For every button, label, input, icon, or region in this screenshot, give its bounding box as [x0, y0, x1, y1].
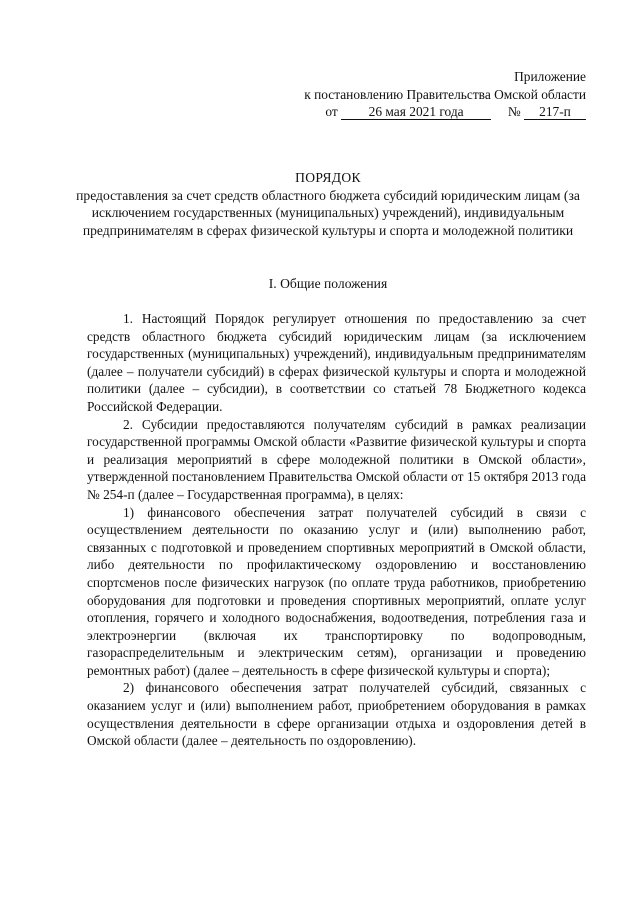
- appendix-date-number-line: [304, 103, 586, 121]
- document-title: [70, 169, 586, 239]
- appendix-title: Приложение: [514, 69, 586, 84]
- paragraph: 2. Субсидии предоставляются получателям субсидий в рамках реализации государственной программы Омской области «Развитие физической культуры и спорта и реализация мероприятий в сфере молодежной политики в Омской области», утвержденной постановлением Правительства Омской области от 15 октября 2013 года № 254-п (далее – Государственная программа), в целях:: [87, 416, 586, 502]
- resolution-date: 26 мая 2021 года: [341, 105, 491, 120]
- appendix-resolution-ref: к постановлению Правительства Омской области: [304, 86, 586, 102]
- appendix-block: [304, 68, 586, 121]
- document-body: [87, 310, 586, 750]
- resolution-number: 217-п: [524, 105, 586, 120]
- paragraph: 1. Настоящий Порядок регулирует отношения по предоставлению за счет средств областного бюджета субсидий юридическим лицам (за исключением государственных (муниципальных) учреждений), индивидуальным предпринимателям (далее – получатели субсидий) в сферах физической культуры и спорта и молодежной политики (далее – субсидии), в соответствии со статьей 78 Бюджетного кодекса Российской Федерации.: [87, 311, 586, 414]
- paragraph: 1) финансового обеспечения затрат получателей субсидий в связи с осуществлением деятельности по оказанию услуг и (или) выполнению работ, связанных с подготовкой и проведением спортивных мероприятий в Омской области, либо деятельности по профилактическому оздоровлению и восстановлению спортсменов после физических нагрузок (по оплате труда работников, приобретению оборудования для подготовки и проведения спортивных мероприятий, оплате услуг отопления, горячего и холодного водоснабжения, водоотведения, потребления газа и электроэнергии (включая их транспортировку по водопроводным, газораспределительным и электрическим сетям), организации и проведению ремонтных работ) (далее – деятельность в сфере физической культуры и спорта);: [87, 504, 586, 678]
- number-label: №: [507, 104, 521, 119]
- title-subtitle: предоставления за счет средств областного бюджета субсидий юридическим лицам (за исключением государственных (муниципальных) учреждений), индивидуальным предпринимателям в сферах физической культуры и спорта и молодежной политики: [76, 187, 580, 238]
- title-main: ПОРЯДОК: [295, 170, 361, 185]
- paragraph: 2) финансового обеспечения затрат получателей субсидий, связанных с оказанием услуг и (или) выполнением работ, приобретением оборудования в рамках осуществления деятельности в сфере организации отдыха и оздоровления детей в Омской области (далее – деятельность по оздоровлению).: [87, 680, 586, 749]
- section-heading: I. Общие положения: [268, 276, 388, 291]
- from-label: от: [325, 104, 338, 119]
